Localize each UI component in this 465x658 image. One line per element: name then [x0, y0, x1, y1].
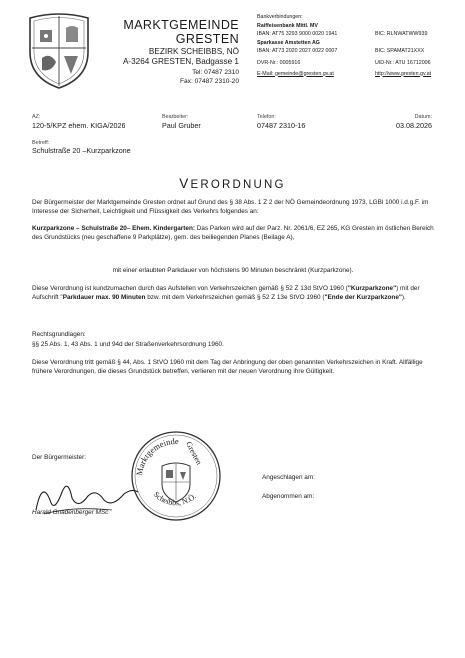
svg-text:Scheibbs, N.Ö.: [152, 490, 198, 508]
signature-label: Der Bürgermeister:: [32, 454, 86, 461]
telefon-label: Telefon:: [257, 114, 276, 120]
seal-right-text: Gresten: [184, 440, 204, 467]
signs-text-7: ).: [401, 294, 406, 302]
signs-text-1: Diese Verordnung ist kundzumachen durch das Aufstellen von Verkehrszeichen gemäß § 52 Z 13d StVO 1960 (: [32, 285, 348, 292]
seal-bottom-text: Scheibbs, N.Ö.: [151, 489, 198, 508]
az-label: AZ:: [32, 114, 41, 120]
org-fax: Fax: 07487 2310-20: [179, 78, 239, 85]
seal-top-text: Marktgemeinde: [133, 435, 179, 477]
bearbeiter-label: Bearbeiter:: [162, 114, 189, 120]
org-name-line2: GRESTEN: [175, 32, 239, 46]
title-initial: V: [179, 176, 191, 191]
organization-block: [123, 18, 239, 86]
uid-number: UID-Nr.: ATU 16712006: [375, 59, 431, 66]
signs-paragraph: [32, 284, 434, 302]
org-name-line1: MARKTGEMEINDE: [123, 18, 239, 32]
legal-text: §§ 25 Abs. 1, 43 Abs. 1 und 94d der Straßenverkehrsordnung 1960.: [32, 341, 224, 348]
bank-heading: Bankverbindungen:: [257, 14, 303, 20]
datum-label: Datum:: [414, 114, 432, 120]
mayor-name: Harald Gnadenberger MSc: [32, 509, 109, 516]
bank1-bic: BIC: RLNWATWW939: [375, 31, 428, 38]
bank2-name: Sparkasse Amstetten AG: [257, 39, 320, 46]
org-district: BEZIRK SCHEIBBS, NÖ: [148, 47, 239, 56]
org-address: A-3264 GRESTEN, Badgasse 1: [122, 57, 239, 66]
section-paragraph: [32, 224, 434, 242]
signs-parkdauer: Parkdauer max. 90 Minuten: [62, 294, 146, 302]
bank1-iban: IBAN: AT75 3293 9000 0020 1941: [257, 31, 338, 38]
org-tel: Tel: 07487 2310: [192, 69, 239, 76]
legal-heading: Rechtsgrundlagen:: [32, 331, 86, 338]
bank2-bic: BIC: SPAMAT21XXX: [375, 48, 425, 55]
intro-paragraph: Der Bürgermeister der Marktgemeinde Gresten ordnet auf Grund des § 38 Abs. 1 Z 2 der NÖ Gemeindeordnung 1973, LGBl 1000 i.d.g.F. im Interesse der Sicherheit, Leichtigkeit und Flüssigkeit des Verkehrs folgendes an:: [32, 199, 429, 216]
limit-paragraph: mit einer erlaubten Parkdauer von höchstens 90 Minuten beschränkt (Kurzparkzone).: [112, 267, 354, 274]
bank2-iban: IBAN: AT73 2020 2027 0022 0007: [257, 48, 338, 55]
bank1-name: Raiffeisenbank Mittl. MV: [257, 22, 318, 29]
betreff-value: Schulstraße 20 –Kurzparkzone: [32, 146, 131, 155]
title-rest: ERORDNUNG: [190, 179, 286, 191]
betreff-label: Betreff:: [32, 140, 50, 146]
bank-details: [257, 13, 447, 78]
telefon-value: 07487 2310-16: [257, 121, 306, 130]
section-heading: Kurzparkzone – Schulstraße 20– Ehem. Kindergarten:: [32, 225, 196, 232]
signs-ende: "Ende der Kurzparkzone": [324, 294, 402, 302]
website-link[interactable]: http://www.gresten.gv.at: [375, 70, 432, 77]
official-seal-icon: [128, 428, 224, 524]
signs-text-3: ) mit der Aufschrift ": [32, 285, 420, 302]
effect-paragraph: Diese Verordnung tritt gemäß § 44, Abs. 1 StVO 1960 mit dem Tag der Anbringung der oben genannten Verkehrszeichen in Kraft. Allfällige frühere Verordnungen, die dieses Grundstück betreffen, verlieren mit der neuen Verordnung ihre Gültigkeit.: [32, 359, 423, 376]
signs-kurzparkzone: "Kurzparkzone": [347, 285, 397, 292]
municipal-crest-icon: [24, 8, 94, 90]
signs-text-5: bzw. mit dem Verkehrszeichen gemäß § 52 Z 13e StVO 1960 (: [145, 294, 325, 302]
datum-value: 03.08.2026: [396, 121, 432, 130]
dvr-number: DVR-Nr.: 0005916: [257, 59, 301, 66]
bearbeiter-value: Paul Gruber: [162, 121, 201, 130]
section-text: Das Parken wird auf der Parz. Nr. 2061/6, EZ 265, KG Gresten im östlichen Bereich des Grundstücks (neu geschaffene 9 Parkplätze), gem. des beiliegenden Planes (Beilage A),: [32, 225, 434, 242]
az-value: 120-5/KPZ ehem. KIGA/2026: [32, 121, 126, 130]
removed-label: Abgenommen am:: [262, 493, 315, 500]
document-title: [0, 176, 465, 191]
email-link[interactable]: E-Mail: gemeinde@gresten.gv.at: [257, 70, 334, 77]
posted-label: Angeschlagen am:: [262, 474, 315, 481]
